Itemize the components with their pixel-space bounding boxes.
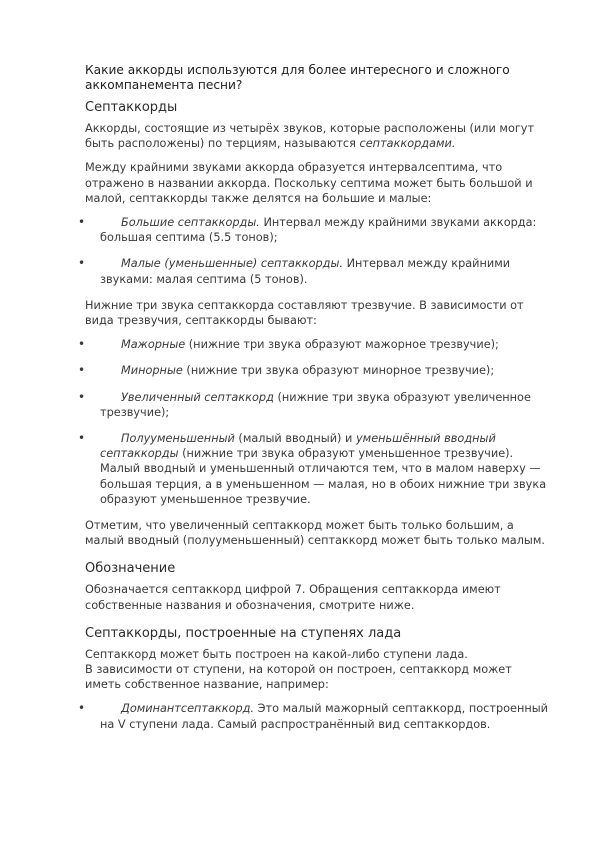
bullet-icon: •: [78, 431, 86, 446]
item-term: Мажорные: [121, 338, 186, 352]
degrees-line-1: Септаккорд может быть построен на какой-либо ступени лада.: [85, 647, 468, 661]
item-text: (нижние три звука образуют минорное трезвучие);: [182, 364, 495, 378]
item-text: Это малый мажорный септаккорд, построенный на V ступени лада. Самый распространённый вид септаккордов.: [100, 702, 549, 731]
list-item: [78, 215, 550, 245]
item-term: Полууменьшенный: [121, 432, 235, 446]
note-paragraph: Отметим, что увеличенный септаккорд может быть только большим, а малый вводный (полууменьшенный) септаккорд может быть только малым.: [85, 519, 545, 548]
bullet-icon: •: [78, 215, 86, 230]
item-term: Большие септаккорды.: [121, 216, 260, 230]
list-item: [78, 337, 550, 352]
item-term: Малые (уменьшенные) септаккорды.: [121, 257, 343, 271]
notation-paragraph: Обозначается септаккорд цифрой 7. Обращения септаккорда имеют собственные названия и обозначения, смотрите ниже.: [85, 583, 501, 612]
heading-notation: Обозначение: [85, 561, 176, 577]
item-text: Интервал между крайними звуками аккорда: большая септима (5.5 тонов);: [100, 216, 537, 245]
item-term-2: уменьшённый вводный септаккорды: [100, 432, 496, 461]
bullet-icon: •: [78, 701, 86, 716]
item-term: Доминантсептаккорд.: [121, 702, 255, 716]
item-text-2: (нижние три звука образуют уменьшенное трезвучие). Малый вводный и уменьшенный отличаются тем, что в малом наверху — большая терция, а в уменьшенном — малая, но в обоих нижние три звука образуют уменьшенное трезвучие.: [100, 447, 547, 506]
item-text: Интервал между крайними звуками: малая септима (5 тонов).: [100, 257, 511, 286]
definition-text: Аккорды, состоящие из четырёх звуков, которые расположены (или могут быть расположены) по терциям, называются: [85, 122, 535, 151]
heading-septachords: Септаккорды: [85, 100, 178, 115]
title-line-2: аккомпанемента песни?: [85, 78, 243, 92]
list-item: [78, 431, 550, 507]
list-item: [78, 363, 550, 378]
document-content: [78, 63, 550, 743]
question-title: [85, 63, 550, 93]
list-item: [78, 389, 550, 420]
interval-paragraph: Между крайними звуками аккорда образуется интервалсептима, что отражено в названии аккорда. Поскольку септима может быть большой и малой, септаккорды также делятся на большие и малые:: [85, 161, 533, 205]
item-term: Увеличенный септаккорд: [121, 390, 274, 404]
definition-paragraph: [85, 121, 550, 151]
type-list: [78, 337, 550, 507]
degree-list: [78, 701, 550, 731]
bullet-icon: •: [78, 363, 86, 378]
list-item: [78, 256, 550, 286]
definition-term: септаккордами.: [359, 137, 456, 151]
bullet-icon: •: [78, 256, 86, 271]
title-line-1: Какие аккорды используются для более интересного и сложного: [85, 63, 510, 77]
list-item: [78, 701, 550, 731]
item-term: Минорные: [121, 364, 183, 378]
size-list: [78, 215, 550, 287]
item-text: (нижние три звука образуют увеличенное трезвучие);: [100, 390, 531, 419]
degrees-line-2: В зависимости от ступени, на которой он построен, септаккорд может иметь собственное название, например:: [85, 663, 512, 692]
heading-degrees: Септаккорды, построенные на ступенях лада: [85, 625, 402, 641]
triad-paragraph: Нижние три звука септаккорда составляют трезвучие. В зависимости от вида трезвучия, септаккорды бывают:: [85, 298, 524, 328]
bullet-icon: •: [78, 389, 86, 404]
bullet-icon: •: [78, 337, 86, 352]
item-text: (малый вводный) и: [234, 432, 356, 446]
item-text: (нижние три звука образуют мажорное трезвучие);: [185, 338, 499, 352]
degrees-paragraph: [85, 647, 550, 693]
